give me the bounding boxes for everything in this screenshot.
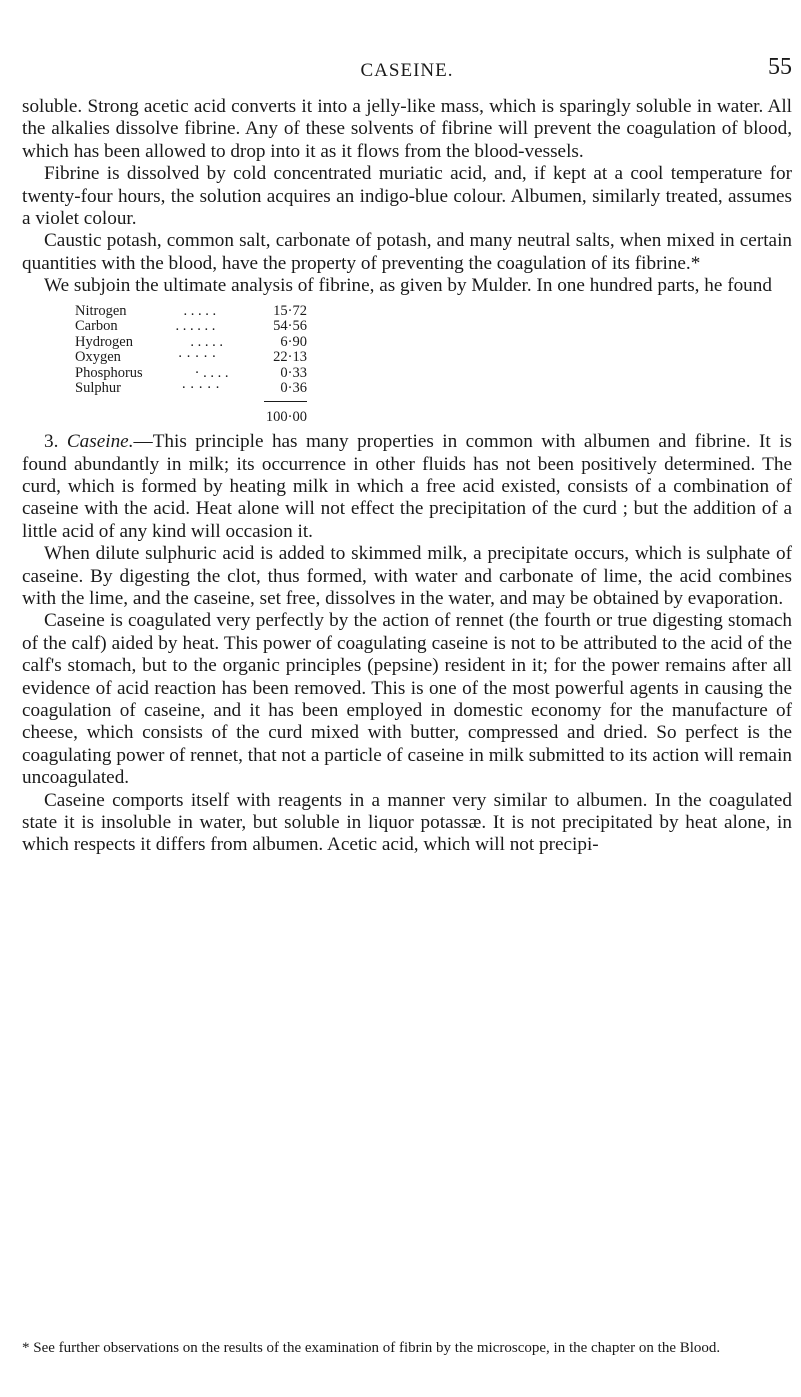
element-value: 6·90 [280, 333, 307, 350]
paragraph: Caseine is coagulated very perfectly by the action of rennet (the fourth or true digesting stomach of the calf) aided by heat. This power of coagulating caseine is not to be attributed to the acid of the calf's stomach, but to the organic principles (pepsine) resident in it; for the power remains after all evidence of acid reaction has been removed. This is one of the most powerful agents in causing the coagulation of caseine, and it has been employed in domestic economy for the manufacture of cheese, which consists of the curd mixed with butter, compressed and dried. So perfect is the coagulating power of rennet, that not a particle of caseine in milk submitted to its action will remain uncoagulated. [22, 610, 792, 789]
analysis-row [75, 366, 307, 382]
section-number: 3. [44, 431, 59, 453]
element-name: Nitrogen [75, 302, 127, 319]
page-number: 55 [768, 54, 792, 80]
dot-leader: . . . . . . [175, 318, 216, 335]
analysis-row [75, 335, 307, 351]
footnote-text: * See further observations on the results of the examination of fibrin by the microscope, in the chapter on the Blood. [22, 1340, 721, 1356]
element-value: 22·13 [273, 349, 307, 366]
analysis-total-row [75, 401, 307, 426]
paragraph-text: —This principle has many properties in common with albumen and fibrine. It is found abundantly in milk; its occurrence in other fluids has not been positively determined. The curd, which is formed by heating milk in which a free acid existed, consists of a combination of caseine with the acid. Heat alone will not effect the precipitation of the curd ; but the addition of a little acid of any kind will occasion it. [22, 431, 793, 542]
fibrine-analysis-table [75, 304, 307, 426]
dot-leader: . . . . . [183, 302, 217, 319]
element-value: 0·33 [280, 364, 307, 381]
paragraph: When dilute sulphuric acid is added to skimmed milk, a precipitate occurs, which is sulphate of caseine. By digesting the clot, thus formed, with water and carbonate of lime, the acid combines with the lime, and the caseine, set free, dissolves in the water, and may be obtained by evaporation. [22, 543, 792, 609]
body-text [22, 96, 792, 857]
element-name: Phosphorus [75, 364, 143, 381]
paragraph-caseine [22, 431, 792, 543]
page-header [22, 54, 792, 86]
dot-leader: · · · · · [181, 380, 220, 397]
paragraph: Caustic potash, common salt, carbonate of potash, and many neutral salts, when mixed in certain quantities with the blood, have the property of preventing the coagulation of its fibrine.* [22, 230, 792, 274]
element-value: 15·72 [273, 302, 307, 319]
section-term: Caseine. [66, 431, 134, 453]
paragraph: soluble. Strong acetic acid converts it into a jelly-like mass, which is sparingly soluble in water. All the alkalies dissolve fibrine. Any of these solvents of fibrine will prevent the coagulation of blood, which has been allowed to drop into it as it flows from the blood-vessels. [22, 96, 792, 162]
analysis-row [75, 381, 307, 397]
element-name: Sulphur [75, 380, 121, 397]
analysis-row [75, 350, 307, 366]
element-name: Carbon [75, 318, 118, 335]
element-value: 54·56 [273, 318, 307, 335]
dot-leader: · . . . . [194, 364, 229, 381]
dot-leader: . . . . . [190, 333, 224, 350]
element-name: Oxygen [75, 349, 121, 366]
element-value: 0·36 [280, 380, 307, 397]
analysis-row [75, 319, 307, 335]
paragraph: Caseine comports itself with reagents in a manner very similar to albumen. In the coagulated state it is insoluble in water, but soluble in liquor potassæ. It is not precipitated by heat alone, in which respects it differs from albumen. Acetic acid, which will not precipi- [22, 789, 792, 856]
footnote [22, 1340, 792, 1357]
paragraph: We subjoin the ultimate analysis of fibrine, as given by Mulder. In one hundred parts, he found [44, 275, 772, 297]
running-head: CASEINE. [360, 60, 454, 81]
dot-leader: · · · · · [177, 349, 217, 366]
analysis-total: 100·00 [264, 401, 307, 426]
paragraph: Fibrine is dissolved by cold concentrated muriatic acid, and, if kept at a cool temperature for twenty-four hours, the solution acquires an indigo-blue colour. Albumen, similarly treated, assumes a violet colour. [22, 163, 792, 230]
analysis-row [75, 304, 307, 320]
element-name: Hydrogen [75, 333, 133, 350]
